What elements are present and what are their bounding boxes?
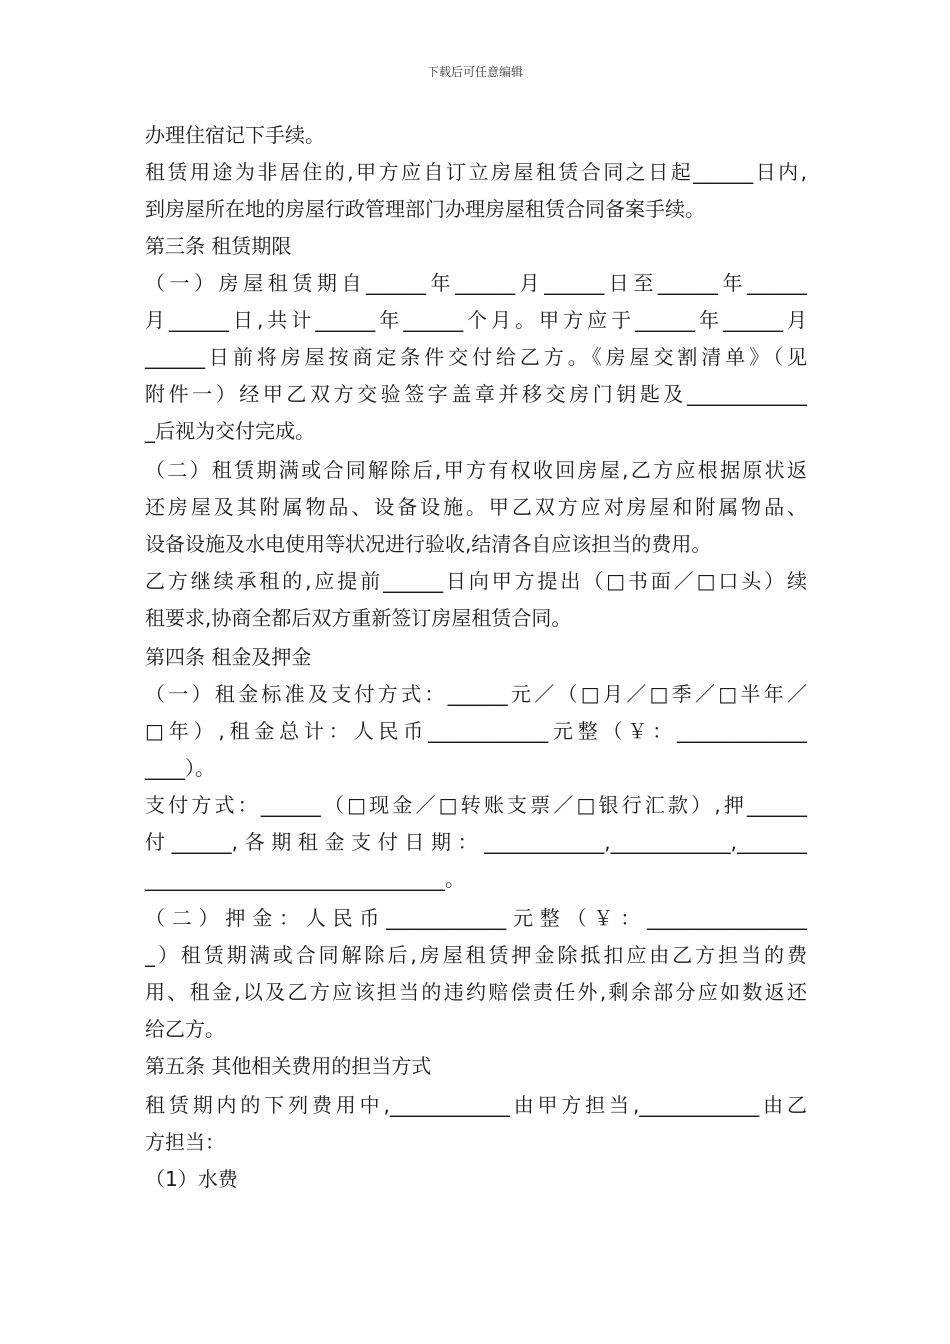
text-line: 方担当： bbox=[145, 1130, 225, 1154]
text-line: 还房屋及其附属物品、设备设施。甲乙双方应对房屋和附属物品、 bbox=[145, 495, 807, 519]
text-line: 租要求,协商全都后双方重新签订房屋租赁合同。 bbox=[145, 606, 572, 630]
section-heading: 第五条 其他相关费用的担当方式 bbox=[145, 1054, 432, 1078]
text-line: 设备设施及水电使用等状况进行验收,结清各自应该担当的费用。 bbox=[145, 532, 712, 556]
text-line: 附件一）经甲乙双方交验签字盖章并移交房门钥匙及____________ bbox=[145, 382, 807, 406]
page-header: 下载后可任意编辑 bbox=[426, 65, 523, 79]
section-heading: 第四条 租金及押金 bbox=[145, 645, 312, 669]
text-line: 乙方继续承租的,应提前______日向甲方提出（□书面／□口头）续 bbox=[145, 569, 807, 593]
text-line: （二）租赁期满或合同解除后,甲方有权收回房屋,乙方应根据原状返 bbox=[145, 458, 807, 482]
section-heading: 第三条 租赁期限 bbox=[145, 234, 292, 258]
text-line: □年）,租金总计：人民币____________元整（￥：_____________ bbox=[145, 719, 807, 743]
text-line: 到房屋所在地的房屋行政管理部门办理房屋租赁合同备案手续。 bbox=[145, 197, 705, 221]
text-line: 用、租金,以及乙方应该担当的违约赔偿责任外,剩余部分应如数返还 bbox=[145, 980, 807, 1004]
text-line: ____）。 bbox=[145, 756, 215, 780]
text-line: 给乙方。 bbox=[145, 1017, 225, 1041]
text-line: _）租赁期满或合同解除后,房屋租赁押金除抵扣应由乙方担当的费 bbox=[145, 943, 807, 967]
text-line: _后视为交付完成。 bbox=[145, 419, 315, 443]
text-line: 租赁用途为非居住的,甲方应自订立房屋租赁合同之日起______日内, bbox=[145, 160, 807, 184]
text-line: 付______,各期租金支付日期：____________,____________,_______ bbox=[145, 830, 807, 854]
text-line: 办理住宿记下手续。 bbox=[145, 123, 325, 147]
text-line: ______日前将房屋按商定条件交付给乙方。《房屋交割清单》（见 bbox=[145, 345, 807, 369]
text-line: （二）押金：人民币____________元整（￥：________________ bbox=[145, 906, 807, 930]
text-line: （1）水费 bbox=[145, 1167, 238, 1191]
text-line: 支付方式：______（□现金／□转账支票／□银行汇款）,押______ bbox=[145, 793, 807, 817]
text-line: （一）房屋租赁期自______年______月______日至______年______ bbox=[145, 271, 807, 295]
text-line: （一）租金标准及支付方式：______元／（□月／□季／□半年／ bbox=[145, 682, 807, 706]
text-line: 月______日,共计______年______个月。甲方应于______年______月 bbox=[145, 308, 807, 332]
text-line: 租赁期内的下列费用中,____________由甲方担当,____________由乙 bbox=[145, 1093, 807, 1117]
text-line: ______________________________。 bbox=[145, 867, 465, 891]
